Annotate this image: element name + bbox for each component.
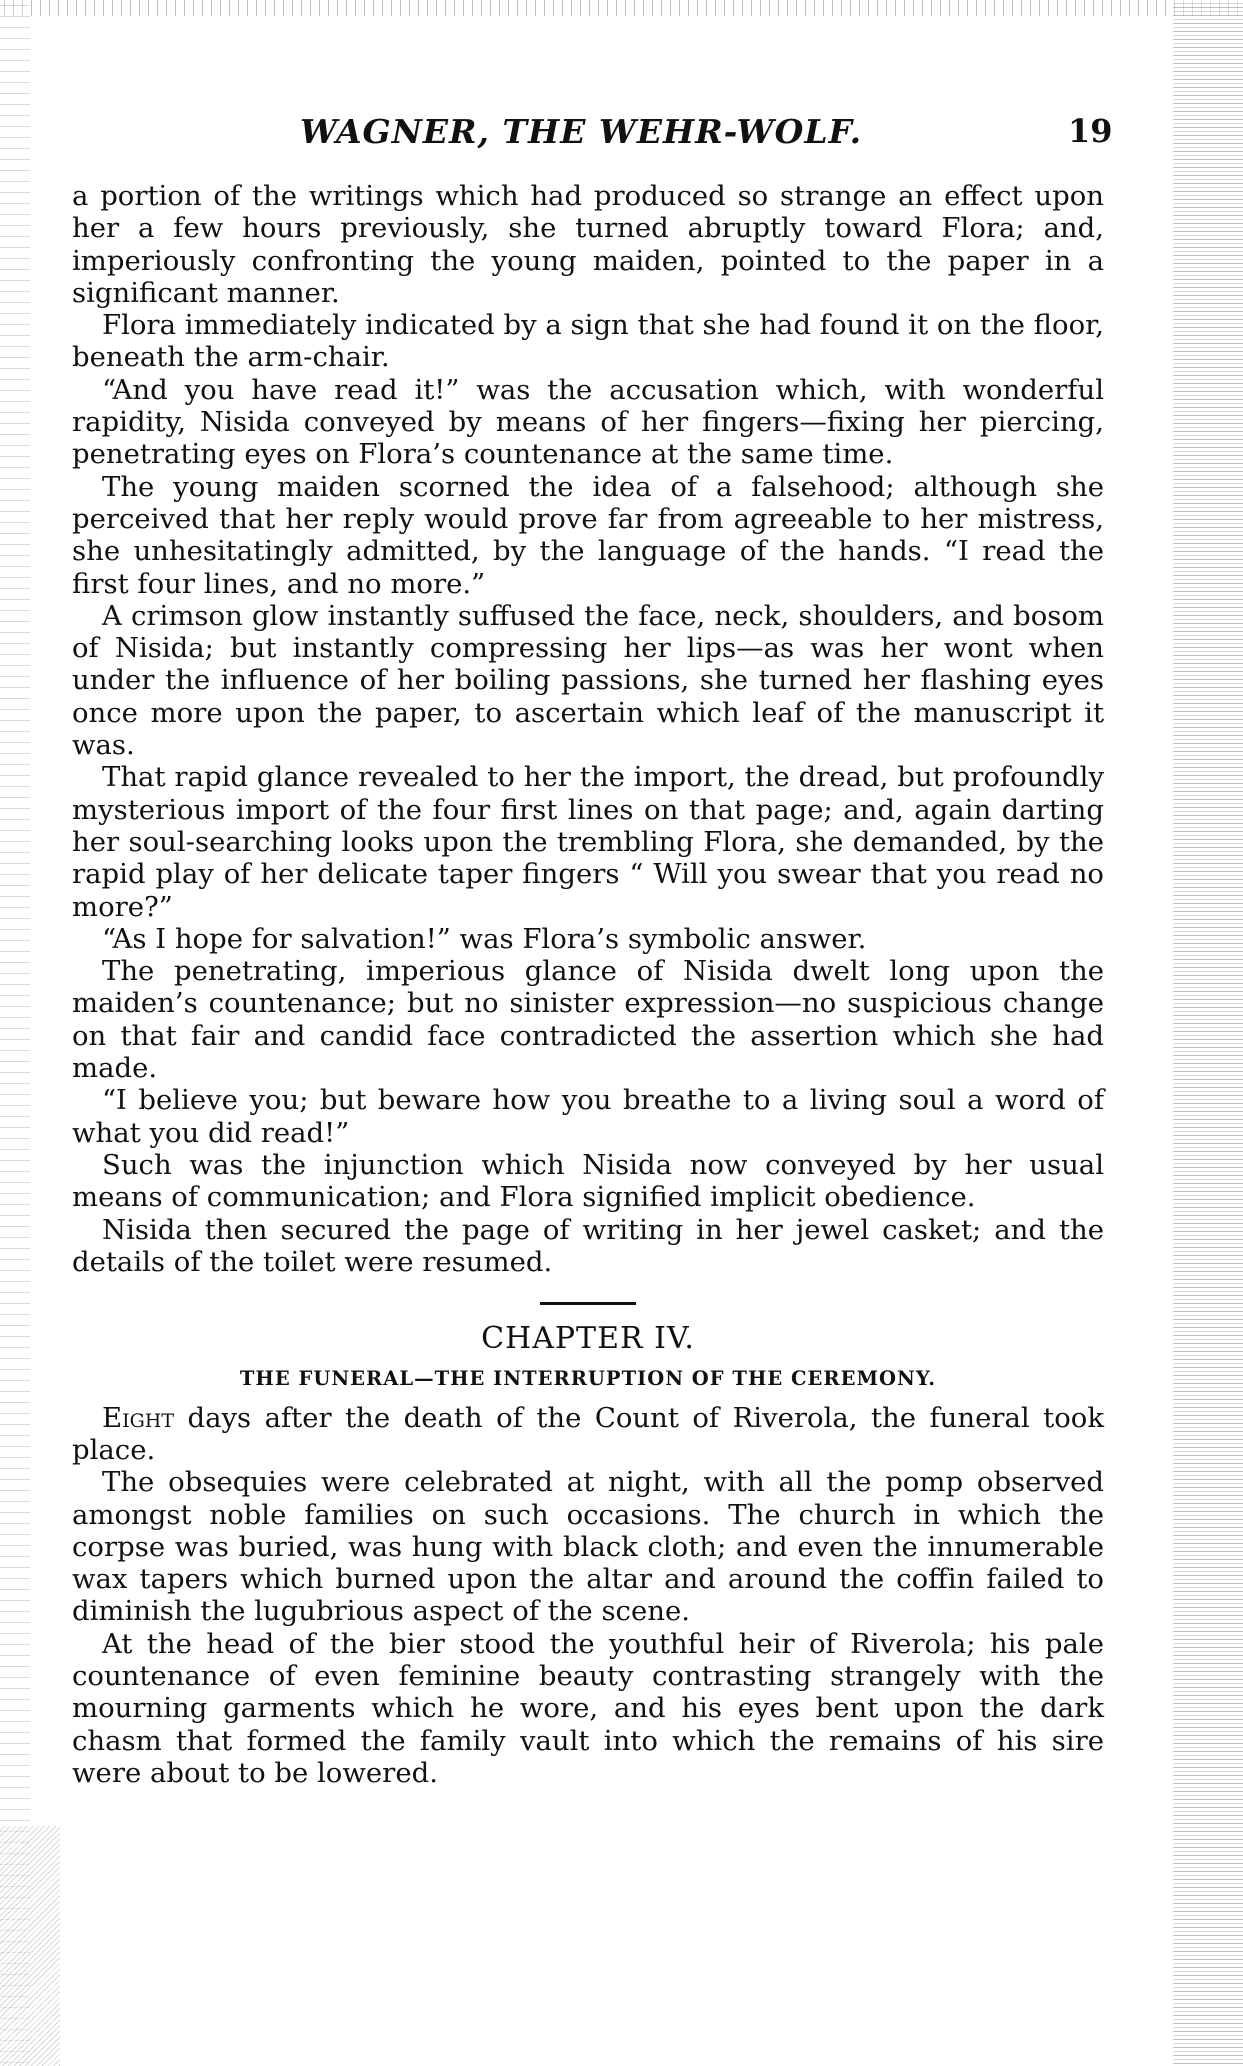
paragraph: The young maiden scorned the idea of a falsehood; although she perceived that her reply would prove far from agreeable to her mistress, she unhesitatingly admitted, by the language of the hands. “I read the first four lines, and no more.” [72,470,1104,600]
paragraph: Nisida then secured the page of writing in her jewel casket; and the details of the toilet were resumed. [72,1213,1104,1278]
paragraph: Such was the injunction which Nisida now conveyed by her usual means of communication; and Flora signified implicit obedience. [72,1148,1104,1214]
paragraph: A crimson glow instantly suffused the face, neck, shoulders, and bosom of Nisida; but instantly compressing her lips—as was her wont when under the influence of her boiling passions, she turned her flashing eyes once more upon the paper, to ascertain which leaf of the manuscript it was. [72,599,1104,762]
paragraph: a portion of the writings which had produced so strange an effect upon her a few hours previously, she turned abruptly toward Flora; and, imperiously confronting the young maiden, pointed to the paper in a significant manner. [72,180,1104,309]
chapter-paragraph: The obsequies were celebrated at night, with all the pomp observed amongst noble families on such occasions. The church in which the corpse was buried, was hung with black cloth; and even the innumerable wax tapers which burned upon the altar and around the coffin failed to diminish the lugubrious aspect of the scene. [72,1466,1104,1628]
paragraph: “As I hope for salvation!” was Flora’s symbolic answer. [102,922,867,955]
chapter-title: CHAPTER IV. [481,1321,695,1357]
scan-edge-bottom-left [0,1826,60,2066]
scan-edge-top [0,0,1243,16]
paragraph-text: days after the death of the Count of Riverola, the funeral took place. [72,1401,1104,1466]
paragraph: Flora immediately indicated by a sign that she had found it on the floor, beneath the arm-chair. [72,309,1104,374]
scan-edge-left [0,0,30,2066]
paragraph: “I believe you; but beware how you breathe to a living soul a word of what you did read!” [72,1084,1104,1149]
paragraph: “And you have read it!” was the accusation which, with wonderful rapidity, Nisida conveyed by means of her fingers—fixing her piercing, penetrating eyes on Flora’s countenance at the same time. [72,373,1104,471]
scan-edge-right [1173,0,1243,2066]
chapter-subtitle: THE FUNERAL—THE INTERRUPTION OF THE CEREMONY. [239,1367,937,1391]
paragraph: That rapid glance revealed to her the import, the dread, but profoundly mysterious import of the four first lines on that page; and, again darting her soul-searching looks upon the trembling Flora, she demanded, by the rapid play of her delicate taper fingers “ Will you swear that you read no more?” [72,761,1104,923]
body-text [72,180,1104,1789]
page-header [0,112,1243,162]
running-title: WAGNER, THE WEHR-WOLF. [300,112,863,151]
drop-word: Eight [102,1401,174,1434]
chapter-paragraph: At the head of the bier stood the youthful heir of Riverola; his pale countenance of even feminine beauty contrasting strangely with the mourning garments which he wore, and his eyes bent upon the dark chasm that formed the family vault into which the remains of his sire were about to be lowered. [72,1627,1104,1789]
chapter-paragraph [72,1402,1104,1467]
paragraph: The penetrating, imperious glance of Nisida dwelt long upon the maiden’s countenance; but no sinister expression—no suspicious change on that fair and candid face contradicted the assertion which she had made. [72,955,1104,1085]
page-number: 19 [1068,112,1113,150]
section-divider [540,1302,636,1305]
